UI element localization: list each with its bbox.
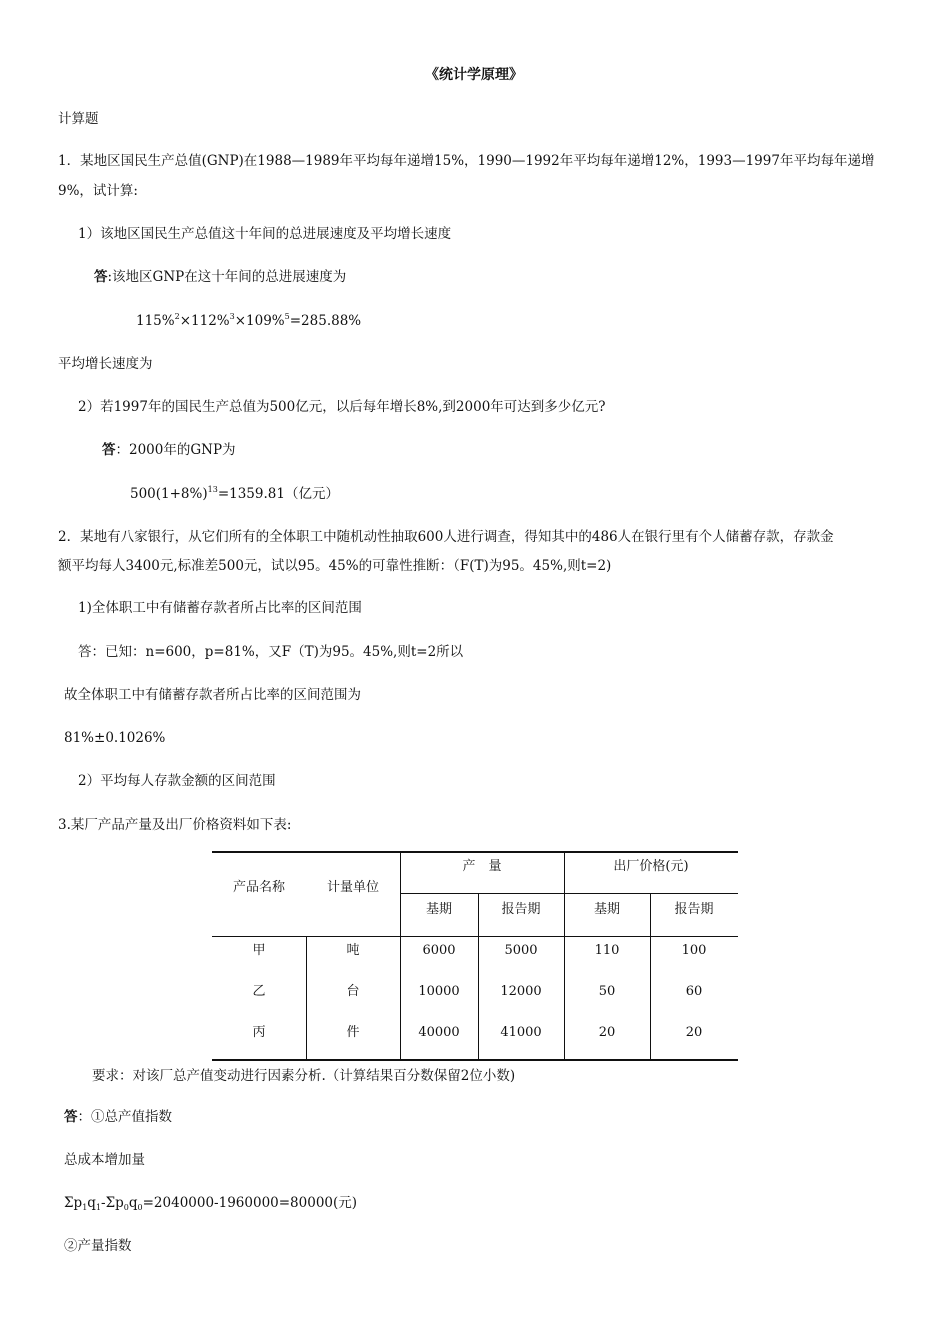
- formula-result: =285.88%: [289, 313, 362, 329]
- header-qty-report: 报告期: [501, 902, 541, 917]
- table-cell: 41000: [500, 1025, 542, 1040]
- header-quantity: 产 量: [462, 859, 502, 874]
- answer-label: 答: [102, 442, 116, 458]
- formula-term: q: [87, 1195, 96, 1211]
- q2-part2: 2）平均每人存款金额的区间范围: [78, 773, 276, 789]
- table-cell: 10000: [418, 984, 460, 999]
- q2-answer: 答：已知：n=600，p=81%，又F（T)为95。45%,则t=2所以: [78, 644, 464, 660]
- table-cell: 110: [594, 943, 620, 958]
- data-table: [212, 851, 738, 1061]
- table-subheader-rule: [400, 893, 738, 894]
- calc-base: 500(1+8%): [130, 486, 208, 502]
- q1-answer2: [102, 441, 236, 459]
- q1-stem-line1: 1．某地区国民生产总值(GNP)在1988—1989年平均每年递增15%，1990—1992年平均每年递增12%，1993—1997年平均每年递增: [58, 153, 875, 169]
- q3-answer-item1: [64, 1108, 172, 1126]
- table-bottom-rule: [212, 1059, 738, 1061]
- formula-term: ×109%: [234, 313, 285, 329]
- formula-term: 115%: [136, 313, 175, 329]
- formula-subscript: 1: [95, 1203, 102, 1212]
- table-cell: 100: [681, 943, 707, 958]
- header-unit: 计量单位: [326, 880, 379, 895]
- q2-part1: 1)全体职工中有储蓄存款者所占比率的区间范围: [78, 600, 362, 616]
- formula-exponent: 3: [229, 312, 235, 321]
- answer-text: ：①总产值指数: [77, 1109, 172, 1125]
- answer-text: :该地区GNP在这十年间的总进展速度为: [107, 269, 347, 285]
- table-cell: 甲: [252, 943, 266, 958]
- q1-answer1: [94, 268, 346, 286]
- table-cell: 40000: [418, 1025, 460, 1040]
- table-cell: 60: [685, 984, 703, 999]
- section-heading: 计算题: [58, 111, 99, 127]
- answer-label: 答: [94, 269, 108, 285]
- q2-conclusion: 故全体职工中有储蓄存款者所占比率的区间范围为: [64, 687, 361, 703]
- header-price-report: 报告期: [674, 902, 714, 917]
- formula-subscript: 0: [123, 1203, 129, 1212]
- answer-text: ：2000年的GNP为: [115, 442, 236, 458]
- q1-avg-growth: 平均增长速度为: [58, 356, 153, 372]
- q2-stem-line2: 额平均每人3400元,标准差500元，试以95。45%的可靠性推断：（F(T)为95。45%,则t=2): [58, 558, 612, 574]
- q3-stem: 3.某厂产品产量及出厂价格资料如下表:: [58, 817, 292, 833]
- formula-result: =2040000-1960000=80000(元): [142, 1195, 358, 1211]
- header-price-base: 基期: [593, 902, 620, 917]
- header-qty-base: 基期: [425, 902, 452, 917]
- table-cell: 乙: [252, 984, 266, 999]
- q1-part2: 2）若1997年的国民生产总值为500亿元，以后每年增长8%,到2000年可达到多少亿元?: [78, 399, 606, 415]
- table-top-rule: [212, 851, 738, 853]
- calc-result: =1359.81（亿元）: [217, 486, 339, 502]
- q3-cost-formula: [64, 1194, 357, 1212]
- formula-term: Σp: [64, 1195, 83, 1211]
- table-cell: 6000: [422, 943, 456, 958]
- table-cell: 50: [598, 984, 616, 999]
- calc-exponent: 13: [207, 485, 218, 494]
- table-cell: 件: [346, 1025, 360, 1040]
- table-cell: 台: [346, 984, 360, 999]
- formula-subscript: 1: [82, 1203, 88, 1212]
- header-price: 出厂价格(元): [613, 859, 689, 874]
- q2-range: 81%±0.1026%: [64, 730, 166, 746]
- q1-growth-formula: [136, 312, 361, 330]
- table-cell: 丙: [252, 1025, 266, 1040]
- q1-stem-line2: 9%，试计算:: [58, 183, 138, 199]
- formula-term: q: [128, 1195, 138, 1211]
- table-cell: 吨: [346, 943, 360, 958]
- q1-calc: [130, 485, 339, 503]
- q3-item2: ②产量指数: [64, 1238, 132, 1254]
- q2-stem-line1: 2．某地有八家银行，从它们所有的全体职工中随机动性抽取600人进行调查，得知其中的486人在银行里有个人储蓄存款，存款金: [58, 529, 834, 545]
- formula-exponent: 2: [174, 312, 180, 321]
- document-title: 《统计学原理》: [425, 67, 523, 83]
- formula-term: ×112%: [179, 313, 230, 329]
- table-cell: 20: [685, 1025, 703, 1040]
- formula-exponent: 5: [284, 312, 290, 321]
- q3-requirement: 要求：对该厂总产值变动进行因素分析.（计算结果百分数保留2位小数): [92, 1068, 516, 1084]
- formula-subscript: 0: [137, 1203, 143, 1212]
- header-product-name: 产品名称: [232, 880, 285, 895]
- table-header-rule: [212, 936, 738, 937]
- answer-label: 答: [64, 1109, 78, 1125]
- q1-part1: 1）该地区国民生产总值这十年间的总进展速度及平均增长速度: [78, 226, 452, 242]
- q3-total-cost: 总成本增加量: [64, 1152, 145, 1168]
- formula-term: -Σp: [101, 1195, 124, 1211]
- table-cell: 5000: [504, 943, 538, 958]
- table-cell: 20: [598, 1025, 616, 1040]
- table-cell: 12000: [500, 984, 542, 999]
